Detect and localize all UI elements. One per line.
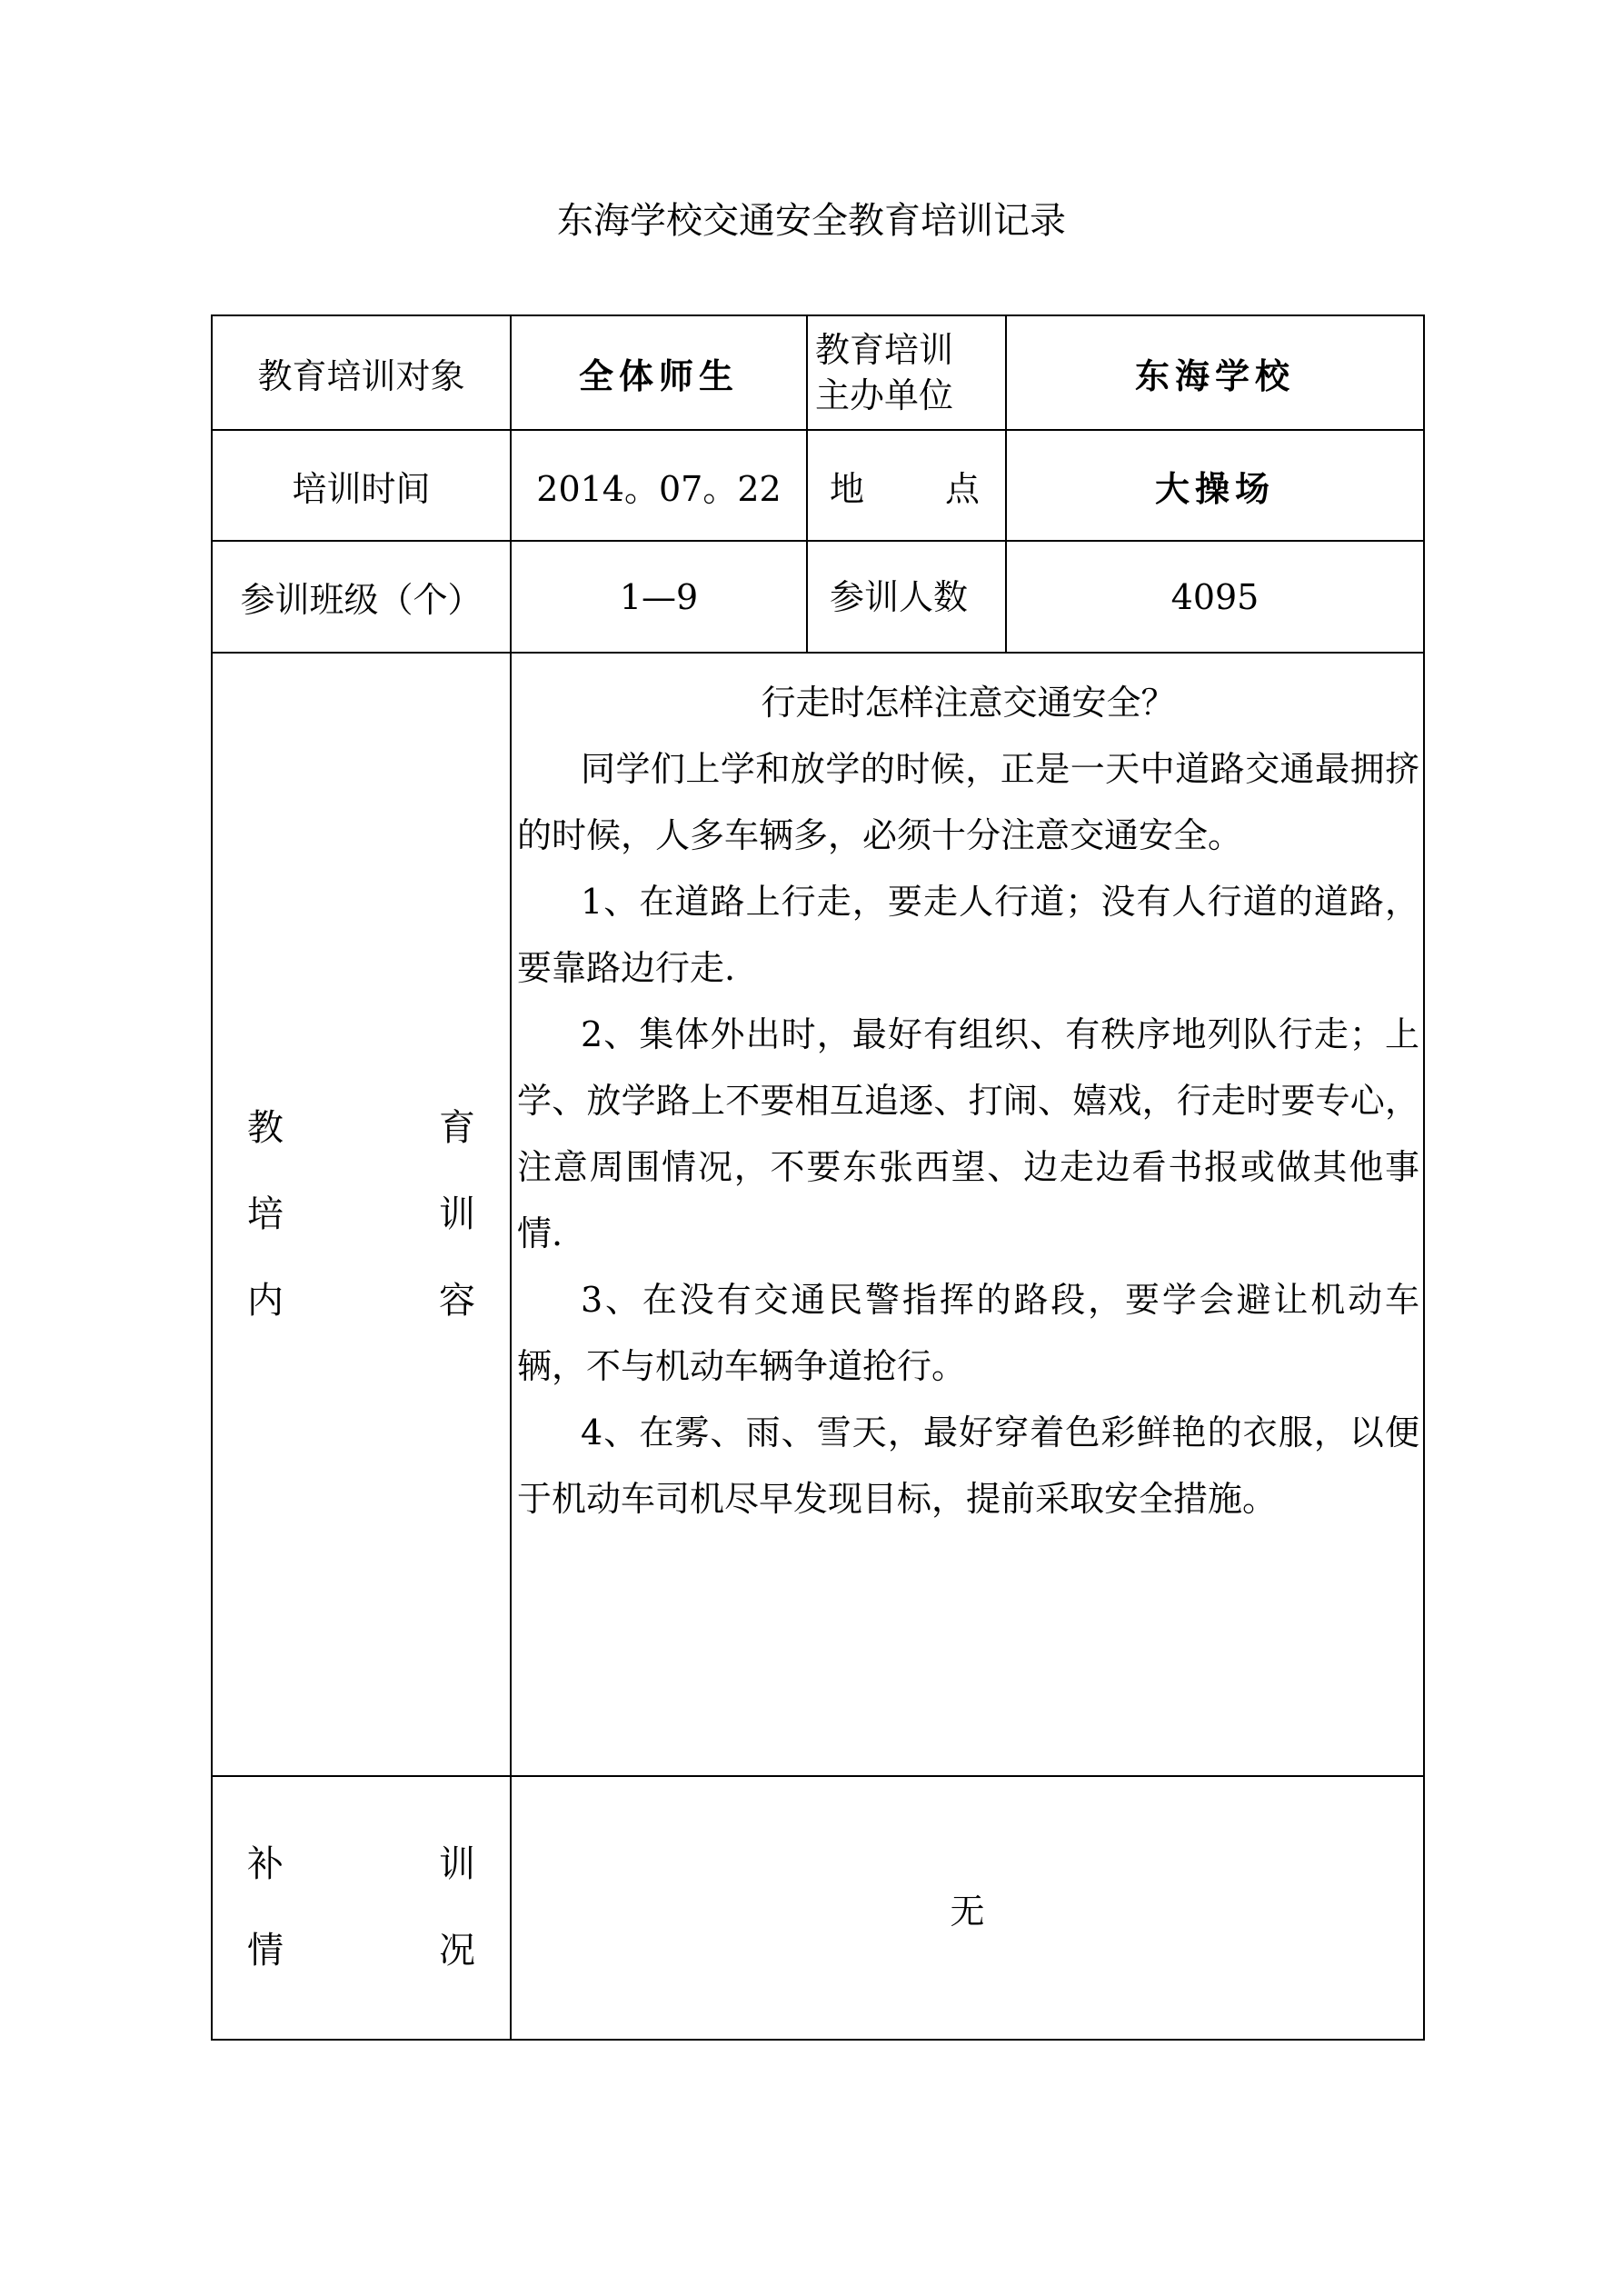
location-label-char2: 点 — [944, 468, 980, 509]
content-paragraph: 3、在没有交通民警指挥的路段，要学会避让机动车辆，不与机动车辆争道抢行。 — [517, 1280, 1419, 1386]
organizer-label-line1: 教育培训 — [815, 330, 954, 370]
training-content — [511, 653, 1424, 1776]
content-paragraph: 同学们上学和放学的时候，正是一天中道路交通最拥挤的时候，人多车辆多，必须十分注意交通安全。 — [517, 749, 1419, 855]
content-label-char: 内 — [247, 1279, 284, 1322]
target-value: 全体师生 — [511, 315, 807, 430]
content-label — [212, 653, 511, 1776]
supplement-value: 无 — [511, 1776, 1424, 2040]
target-label: 教育培训对象 — [212, 315, 511, 430]
content-label-char: 训 — [439, 1193, 475, 1235]
content-label-char: 培 — [247, 1193, 284, 1235]
content-paragraph: 4、在雾、雨、雪天，最好穿着色彩鲜艳的衣服，以便于机动车司机尽早发现目标，提前采取安全措施。 — [517, 1413, 1419, 1519]
content-label-char: 教 — [247, 1106, 284, 1149]
table-row — [212, 1776, 1424, 2040]
table-row — [212, 315, 1424, 430]
content-heading: 行走时怎样注意交通安全？ — [761, 683, 1176, 723]
table-row — [212, 430, 1424, 541]
content-paragraph: 2、集体外出时，最好有组织、有秩序地列队行走；上学、放学路上不要相互追逐、打闹、嬉戏，行走时要专心，注意周围情况，不要东张西望、边走边看书报或做其他事情. — [517, 1014, 1419, 1253]
classes-label: 参训班级（个） — [212, 541, 511, 653]
organizer-label — [807, 315, 1006, 430]
organizer-label-line2: 主办单位 — [815, 375, 954, 415]
time-value: 2014。07。22 — [511, 430, 807, 541]
time-label: 培训时间 — [212, 430, 511, 541]
supplement-label-char: 训 — [439, 1843, 475, 1885]
supplement-label-char: 况 — [439, 1930, 475, 1972]
table-row — [212, 541, 1424, 653]
table-row — [212, 653, 1424, 1776]
page-title: 东海学校交通安全教育培训记录 — [557, 200, 1066, 242]
supplement-label-char: 补 — [247, 1843, 284, 1885]
content-label-char: 育 — [439, 1106, 475, 1149]
content-label-char: 容 — [439, 1279, 475, 1322]
people-value: 4095 — [1006, 541, 1424, 653]
location-value: 大操场 — [1006, 430, 1424, 541]
location-label — [807, 430, 1006, 541]
training-record-table — [211, 314, 1425, 2041]
people-label: 参训人数 — [807, 541, 1006, 653]
supplement-label — [212, 1776, 511, 2040]
classes-value: 1—9 — [511, 541, 807, 653]
content-paragraph: 1、在道路上行走，要走人行道；没有人行道的道路，要靠路边行走. — [517, 882, 1419, 988]
supplement-label-char: 情 — [247, 1930, 284, 1972]
location-label-char1: 地 — [830, 468, 865, 509]
organizer-value: 东海学校 — [1006, 315, 1424, 430]
